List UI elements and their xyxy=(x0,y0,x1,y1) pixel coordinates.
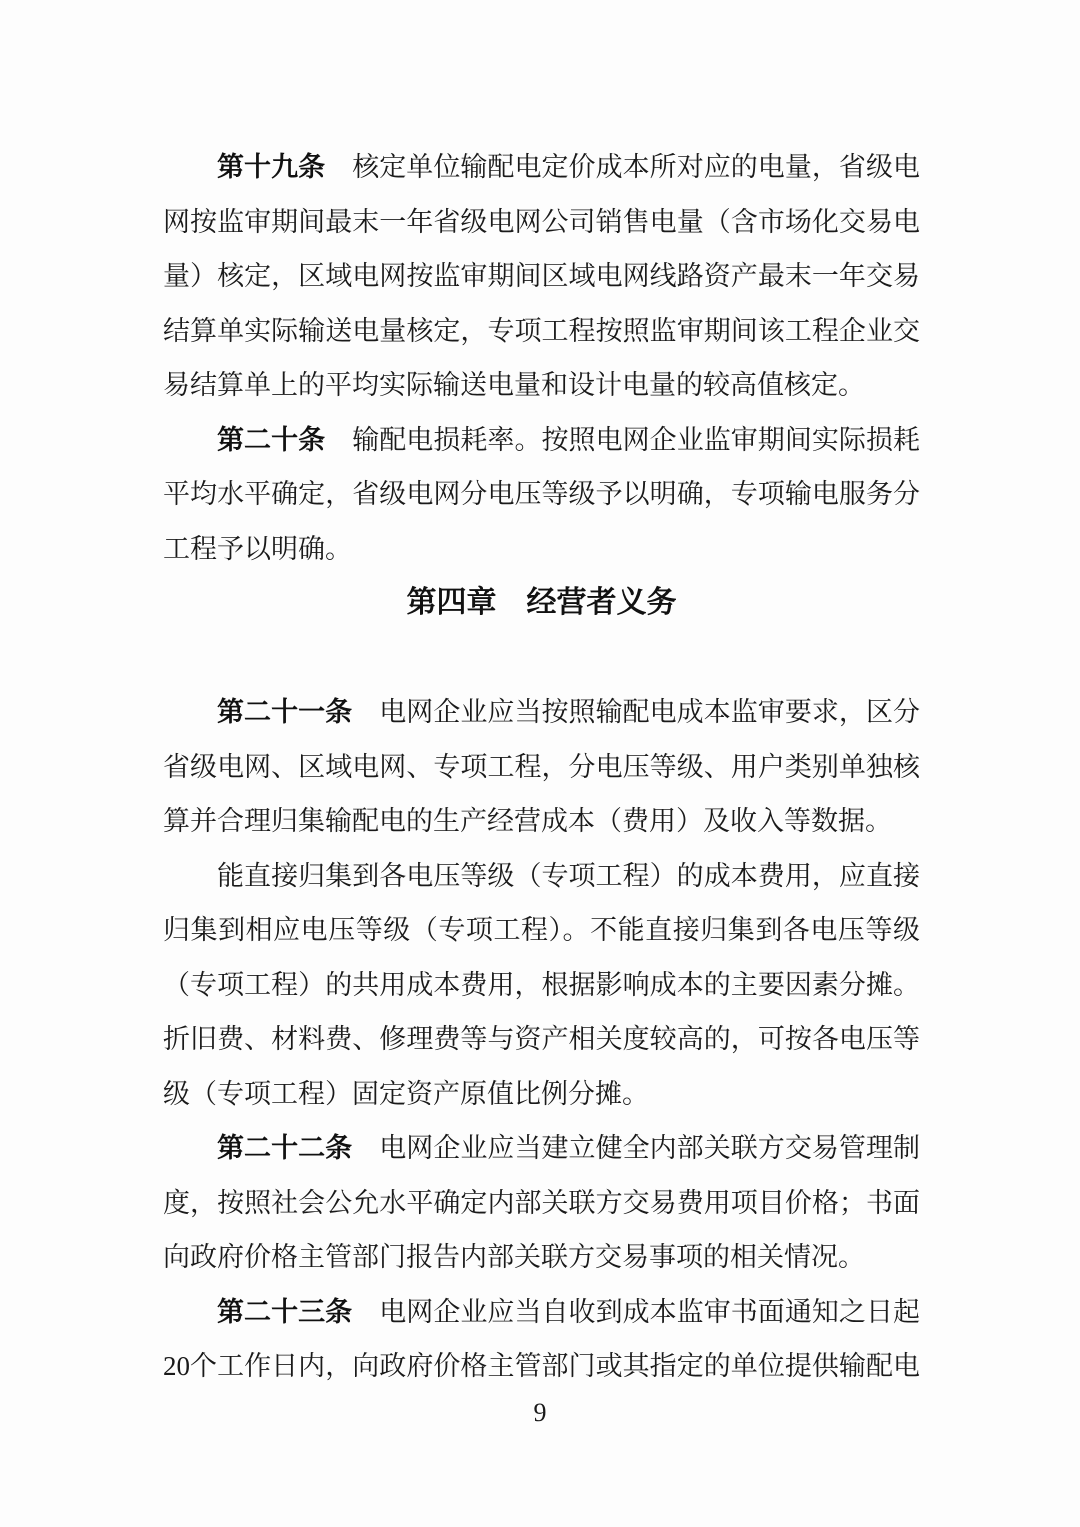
text-line xyxy=(163,958,920,1013)
text-segment: 网按监审期间最末一年省级电网公司销售电量（含市场化交易电 xyxy=(163,206,920,237)
text-segment: 归集到相应电压等级（专项工程）。不能直接归集到各电压等级 xyxy=(163,915,920,945)
text-segment: 结算单实际输送电量核定，专项工程按照监审期间该工程企业交 xyxy=(163,315,920,346)
text-segment: 省级电网、区域电网、专项工程，分电压等级、用户类别单独核 xyxy=(163,751,920,782)
paragraph xyxy=(163,413,920,577)
chapter-heading: 第四章 经营者义务 xyxy=(406,586,677,619)
text-line xyxy=(163,1121,920,1176)
page-number: 9 xyxy=(533,1398,547,1427)
text-line xyxy=(163,849,920,904)
text-line xyxy=(163,358,920,413)
text-line xyxy=(163,522,920,577)
text-line xyxy=(163,195,920,250)
text-line xyxy=(163,740,920,795)
paragraph xyxy=(163,140,920,413)
text-segment: 量）核定，区域电网按监审期间区域电网线路资产最末一年交易 xyxy=(163,261,920,291)
text-segment: 电网企业应当建立健全内部关联方交易管理制 xyxy=(352,1133,920,1163)
article-number: 第二十二条 xyxy=(217,1133,353,1163)
document-body xyxy=(163,140,920,1394)
text-line xyxy=(163,685,920,740)
article-number: 第二十条 xyxy=(217,424,326,455)
text-line xyxy=(163,1285,920,1340)
text-segment: 级（专项工程）固定资产原值比例分摊。 xyxy=(163,1078,649,1109)
text-line xyxy=(163,413,920,468)
article-number: 第二十三条 xyxy=(217,1296,353,1327)
text-segment: 工程予以明确。 xyxy=(163,533,352,564)
text-segment: 电网企业应当按照输配电成本监审要求，区分 xyxy=(352,697,920,727)
text-segment: 算并合理归集输配电的生产经营成本（费用）及收入等数据。 xyxy=(163,806,892,836)
paragraph xyxy=(163,685,920,849)
text-segment: 折旧费、材料费、修理费等与资产相关度较高的，可按各电压等 xyxy=(163,1024,920,1054)
text-line xyxy=(163,1176,920,1231)
text-line xyxy=(163,794,920,849)
text-line xyxy=(163,467,920,522)
text-segment: 能直接归集到各电压等级（专项工程）的成本费用，应直接 xyxy=(217,860,920,891)
text-line xyxy=(163,1230,920,1285)
text-line xyxy=(163,249,920,304)
article-number: 第十九条 xyxy=(217,152,326,182)
paragraph xyxy=(163,849,920,1122)
text-segment: 易结算单上的平均实际输送电量和设计电量的较高值核定。 xyxy=(163,370,865,400)
paragraph xyxy=(163,1121,920,1285)
text-segment: 输配电损耗率。按照电网企业监审期间实际损耗 xyxy=(325,424,920,455)
paragraph xyxy=(163,1285,920,1394)
text-line xyxy=(163,304,920,359)
article-number: 第二十一条 xyxy=(217,697,353,727)
text-line xyxy=(163,1012,920,1067)
text-segment: （专项工程）的共用成本费用，根据影响成本的主要因素分摊。 xyxy=(163,969,920,1000)
text-line xyxy=(163,903,920,958)
text-segment: 平均水平确定，省级电网分电压等级予以明确，专项输电服务分 xyxy=(163,479,920,509)
text-segment: 核定单位输配电定价成本所对应的电量，省级电 xyxy=(325,152,920,182)
text-segment: 向政府价格主管部门报告内部关联方交易事项的相关情况。 xyxy=(163,1242,865,1272)
text-segment: 电网企业应当自收到成本监审书面通知之日起 xyxy=(352,1296,920,1327)
text-segment: 度，按照社会公允水平确定内部关联方交易费用项目价格；书面 xyxy=(163,1187,920,1218)
text-line xyxy=(163,140,920,195)
text-segment: 20个工作日内，向政府价格主管部门或其指定的单位提供输配电 xyxy=(163,1351,920,1381)
text-line xyxy=(163,1339,920,1394)
text-line xyxy=(163,1067,920,1122)
